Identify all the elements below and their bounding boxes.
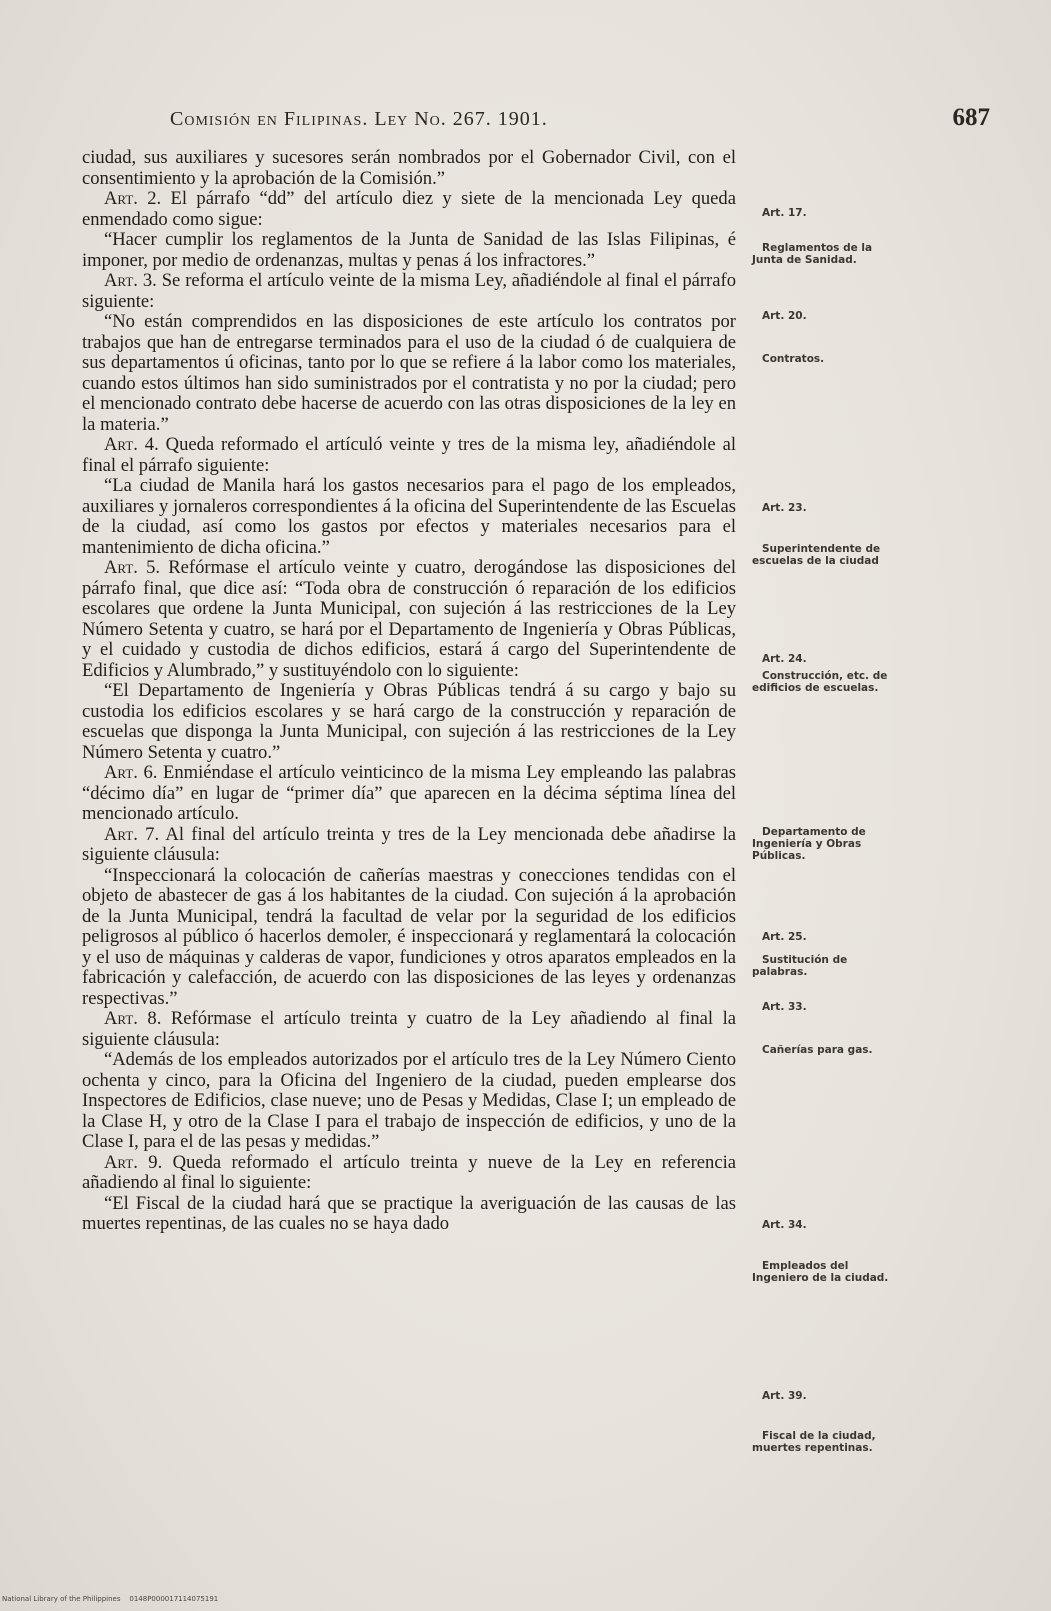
paragraph: Art. 9. Queda reformado el artículo treinta y nueve de la Ley en referencia añadiendo al final lo siguiente: [82, 1151, 736, 1193]
paragraph: “Además de los empleados autorizados por el artículo tres de la Ley Número Ciento ochenta y cinco, para la Oficina del Ingeniero de la ciudad, pueden emplearse dos Inspectores de Edificios, clase nueve; uno de Pesas y Medidas, Clase I; un empleado de la Clase H, y otro de la Clase I para el trabajo de inspección de edificios, y uno de la Clase I, para el de las pesas y medidas.” [82, 1049, 736, 1152]
paragraph: ciudad, sus auxiliares y sucesores serán nombrados por el Gobernador Civil, con el consentimiento y la aprobación de la Comisión.” [82, 147, 736, 189]
header-title: Comisión en Filipinas. Ley No. 267. 1901. [170, 108, 548, 130]
margin-note: Art. 23. [762, 502, 807, 514]
margin-note: Art. 33. [762, 1001, 807, 1013]
paragraph: Art. 2. El párrafo “dd” del artículo diez y siete de la mencionada Ley queda enmendado como sigue: [82, 188, 736, 230]
margin-note: Art. 20. [762, 310, 807, 322]
article-label: Art. 5. [104, 557, 161, 578]
scan-footer: National Library of the Philippines 0148P000017114075191 [2, 1595, 219, 1603]
paragraph: Art. 6. Enmiéndase el artículo veinticinco de la misma Ley empleando las palabras “décimo día” en lugar de “primer día” que aparecen en la décima séptima línea del mencionado artículo. [82, 762, 736, 824]
article-label: Art. 6. [104, 762, 158, 783]
margin-note: Art. 39. [762, 1390, 807, 1402]
article-label: Art. 4. [104, 434, 159, 455]
paragraph: Art. 3. Se reforma el artículo veinte de la misma Ley, añadiéndole al final el párrafo siguiente: [82, 270, 736, 312]
margin-note: Superintendente de escuelas de la ciudad [752, 543, 881, 567]
paragraph: “No están comprendidos en las disposiciones de este artículo los contratos por trabajos que han de entregarse terminados para el uso de la ciudad ó de cualquiera de sus departamentos ú oficinas, tanto por lo que se refiere á la labor como los materiales, cuando estos últimos han sido suministrados por el contratista y no por la ciudad; pero el mencionado contrato debe hacerse de acuerdo con las otras disposiciones de la ley en la materia.” [82, 311, 736, 435]
paragraph: Art. 5. Refórmase el artículo veinte y cuatro, derogándose las disposiciones del párrafo final, que dice así: “Toda obra de construcción ó reparación de los edificios escolares que ordene la Junta Municipal, con sujeción á las restricciones de la Ley Número Setenta y cuatro, se hará por el Departamento de Ingeniería y Obras Públicas, y el cuidado y custodia de dichos edificios, estará á cargo del Superintendente de Edificios y Alumbrado,” y sustituyéndolo con lo siguiente: [82, 557, 736, 681]
margin-note: Contratos. [762, 353, 825, 365]
article-label: Art. 2. [104, 188, 162, 209]
margin-note: Sustitución de palabras. [752, 954, 848, 978]
margin-note: Art. 17. [762, 207, 807, 219]
margin-note: Reglamentos de la Junta de Sanidad. [752, 242, 873, 266]
page-number: 687 [952, 104, 990, 131]
paragraph: “La ciudad de Manila hará los gastos necesarios para el pago de los empleados, auxiliares y jornaleros correspondientes á la oficina del Superintendente de las Escuelas de la ciudad, así como los gastos por efectos y materiales necesarios para el mantenimiento de dicha oficina.” [82, 475, 736, 558]
paragraph: “El Departamento de Ingeniería y Obras Públicas tendrá á su cargo y bajo su custodia los edificios escolares y se hará cargo de la construcción y reparación de escuelas que disponga la Junta Municipal, con sujeción á las restricciones de la Ley Número Setenta y cuatro.” [82, 680, 736, 763]
paragraph: “El Fiscal de la ciudad hará que se practique la averiguación de las causas de las muertes repentinas, de las cuales no se haya dado [82, 1192, 736, 1234]
paragraph: Art. 7. Al final del artículo treinta y tres de la Ley mencionada debe añadirse la siguiente cláusula: [82, 823, 736, 865]
paragraph: Art. 8. Refórmase el artículo treinta y cuatro de la Ley añadiendo al final la siguiente cláusula: [82, 1008, 736, 1050]
paragraph: “Hacer cumplir los reglamentos de la Junta de Sanidad de las Islas Filipinas, é imponer, por medio de ordenanzas, multas y penas á los infractores.” [82, 229, 736, 271]
margin-note: Empleados del Ingeniero de la ciudad. [752, 1260, 889, 1284]
margin-note: Fiscal de la ciudad, muertes repentinas. [752, 1430, 876, 1454]
margin-note: Art. 34. [762, 1219, 807, 1231]
article-label: Art. 9. [104, 1151, 163, 1173]
paragraph: Art. 4. Queda reformado el artículó veinte y tres de la misma ley, añadiéndole al final el párrafo siguiente: [82, 434, 736, 476]
article-label: Art. 3. [104, 270, 157, 291]
margin-note: Cañerías para gas. [762, 1044, 873, 1056]
paragraph: “Inspeccionará la colocación de cañerías maestras y conecciones tendidas con el objeto de abastecer de gas á los habitantes de la ciudad. Con sujeción á la aprobación de la Junta Municipal, tendrá la facultad de velar por la seguridad de los edificios peligrosos al público ó hacerlos demoler, é inspeccionará y reglamentará la colocación y el uso de máquinas y calderas de vapor, fundiciones y otros aparatos empleados en la fabricación y calefacción, de acuerdo con las disposiciones de las leyes y ordenanzas respectivas.” [82, 864, 736, 1009]
margin-note: Art. 24. [762, 653, 807, 665]
article-label: Art. 8. [104, 1008, 162, 1029]
margin-note: Art. 25. [762, 931, 807, 943]
article-label: Art. 7. [104, 823, 160, 845]
margin-note: Departamento de Ingeniería y Obras Públicas. [752, 826, 866, 862]
margin-note: Construcción, etc. de edificios de escuelas. [752, 670, 888, 694]
